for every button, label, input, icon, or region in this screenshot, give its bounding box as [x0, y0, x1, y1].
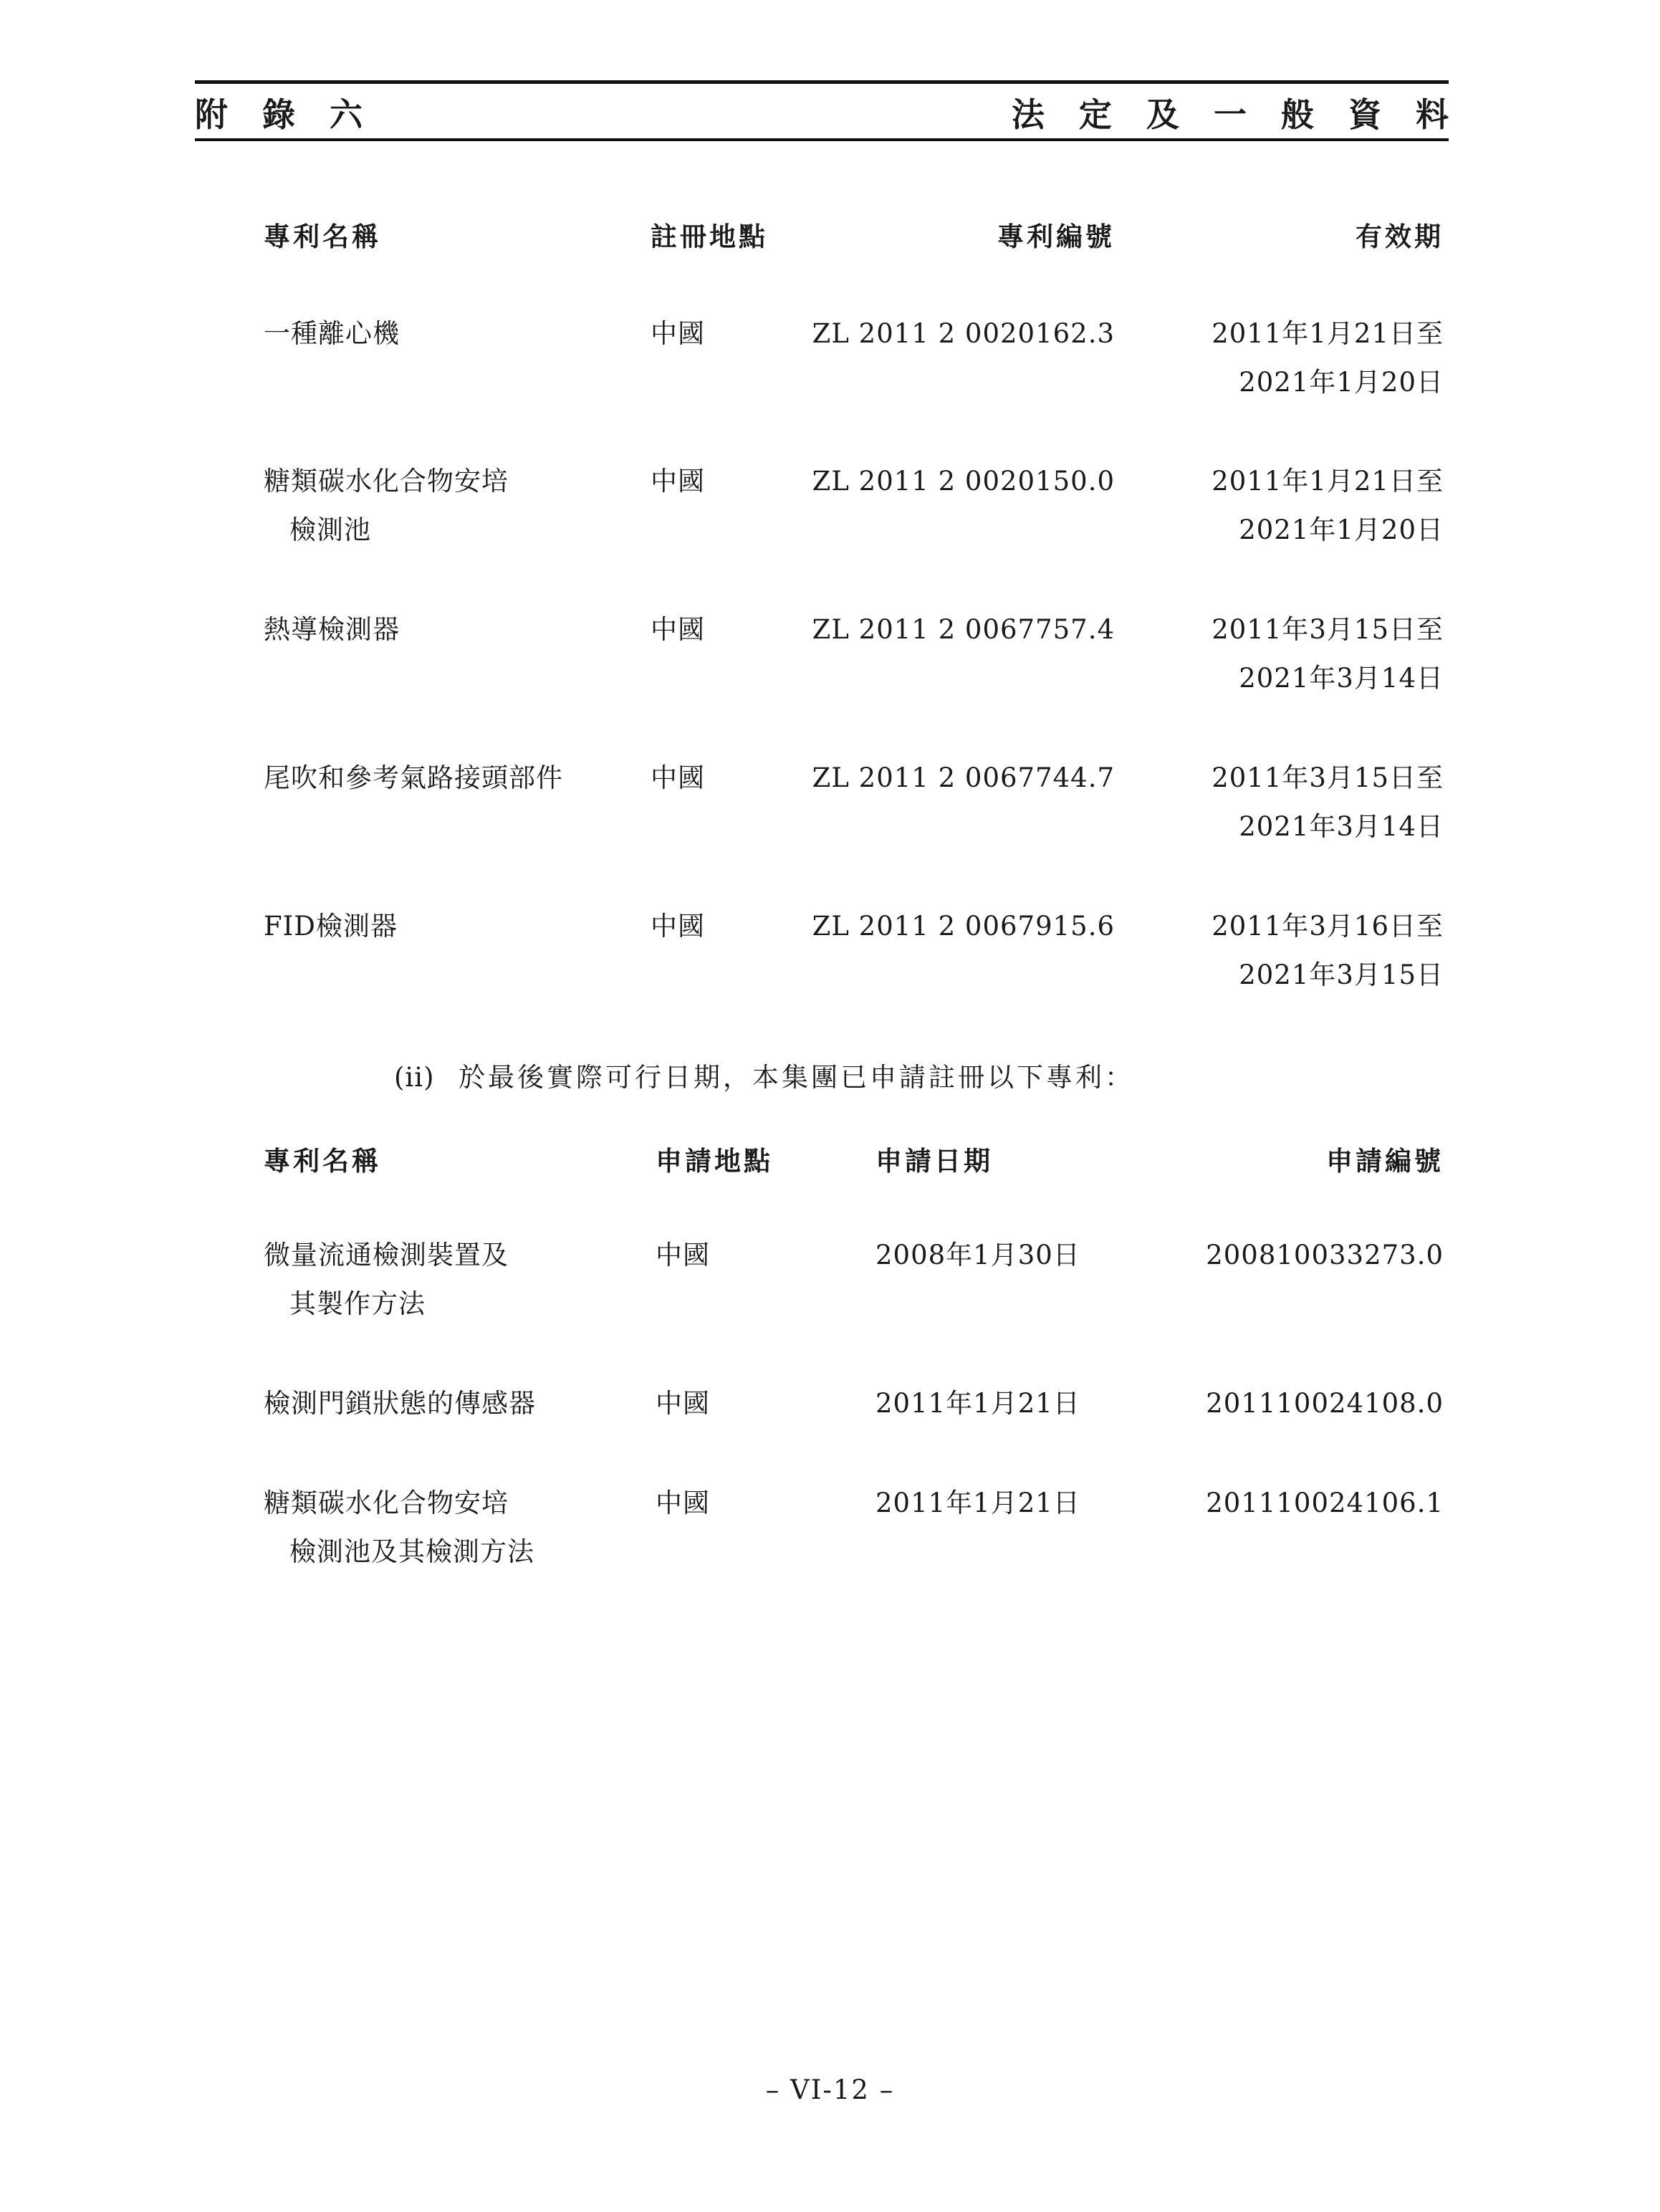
- patent-number: ZL 2011 2 0020162.3: [812, 318, 1115, 349]
- patent-number: ZL 2011 2 0067744.7: [812, 762, 1115, 793]
- t2-header-place: 申請地點: [656, 1145, 773, 1177]
- valid-to: 2021年3月14日: [1239, 811, 1444, 842]
- valid-from: 2011年3月15日至: [1212, 614, 1444, 645]
- patent-name: 檢測門鎖狀態的傳感器: [264, 1388, 536, 1419]
- reg-place: 中國: [651, 614, 705, 645]
- patent-number: ZL 2011 2 0067757.4: [812, 614, 1115, 645]
- valid-from: 2011年3月16日至: [1212, 911, 1444, 942]
- section-title: 法 定 及 一 般 資 料: [1011, 95, 1460, 134]
- patent-name-cont: 檢測池及其檢測方法: [289, 1536, 534, 1567]
- apply-number: 201110024106.1: [1206, 1488, 1444, 1518]
- apply-place: 中國: [656, 1388, 710, 1419]
- t1-header-number: 專利編號: [997, 221, 1115, 252]
- t2-header-number: 申請編號: [1326, 1145, 1444, 1177]
- apply-date: 2011年1月21日: [875, 1488, 1080, 1518]
- valid-to: 2021年1月20日: [1239, 367, 1444, 398]
- t1-header-name: 專利名稱: [264, 221, 381, 252]
- header-bottom-rule: [195, 138, 1449, 141]
- patent-name-cont: 檢測池: [289, 514, 371, 545]
- valid-from: 2011年3月15日至: [1212, 762, 1444, 793]
- patent-name: 糖類碳水化合物安培: [264, 466, 509, 497]
- apply-place: 中國: [656, 1240, 710, 1270]
- valid-from: 2011年1月21日至: [1212, 466, 1444, 497]
- patent-number: ZL 2011 2 0020150.0: [812, 466, 1115, 497]
- appendix-title: 附 錄 六: [195, 95, 375, 134]
- section-ii-label: (ii): [394, 1062, 435, 1093]
- valid-from: 2011年1月21日至: [1212, 318, 1444, 349]
- page-number: – VI-12 –: [765, 2074, 895, 2105]
- patent-name: 尾吹和參考氣路接頭部件: [264, 762, 563, 793]
- reg-place: 中國: [651, 762, 705, 793]
- t1-header-place: 註冊地點: [651, 221, 768, 252]
- patent-name: 糖類碳水化合物安培: [264, 1488, 509, 1518]
- patent-name: FID檢測器: [264, 911, 398, 942]
- valid-to: 2021年1月20日: [1239, 514, 1444, 545]
- patent-name-cont: 其製作方法: [289, 1288, 426, 1319]
- valid-to: 2021年3月14日: [1239, 663, 1444, 694]
- t2-header-date: 申請日期: [875, 1145, 993, 1177]
- reg-place: 中國: [651, 466, 705, 497]
- apply-place: 中國: [656, 1488, 710, 1518]
- section-ii-text: 於最後實際可行日期，本集團已申請註冊以下專利：: [459, 1062, 1134, 1093]
- reg-place: 中國: [651, 911, 705, 942]
- patent-name: 微量流通檢測裝置及: [264, 1240, 509, 1270]
- patent-name: 熱導檢測器: [264, 614, 400, 645]
- apply-number: 201110024108.0: [1206, 1388, 1444, 1419]
- apply-date: 2008年1月30日: [875, 1240, 1080, 1270]
- apply-date: 2011年1月21日: [875, 1388, 1080, 1419]
- patent-name: 一種離心機: [264, 318, 400, 349]
- patent-number: ZL 2011 2 0067915.6: [812, 911, 1115, 942]
- t2-header-name: 專利名稱: [264, 1145, 381, 1177]
- valid-to: 2021年3月15日: [1239, 959, 1444, 990]
- t1-header-period: 有效期: [1356, 221, 1444, 252]
- header-top-rule: [195, 80, 1449, 84]
- reg-place: 中國: [651, 318, 705, 349]
- apply-number: 200810033273.0: [1206, 1240, 1444, 1270]
